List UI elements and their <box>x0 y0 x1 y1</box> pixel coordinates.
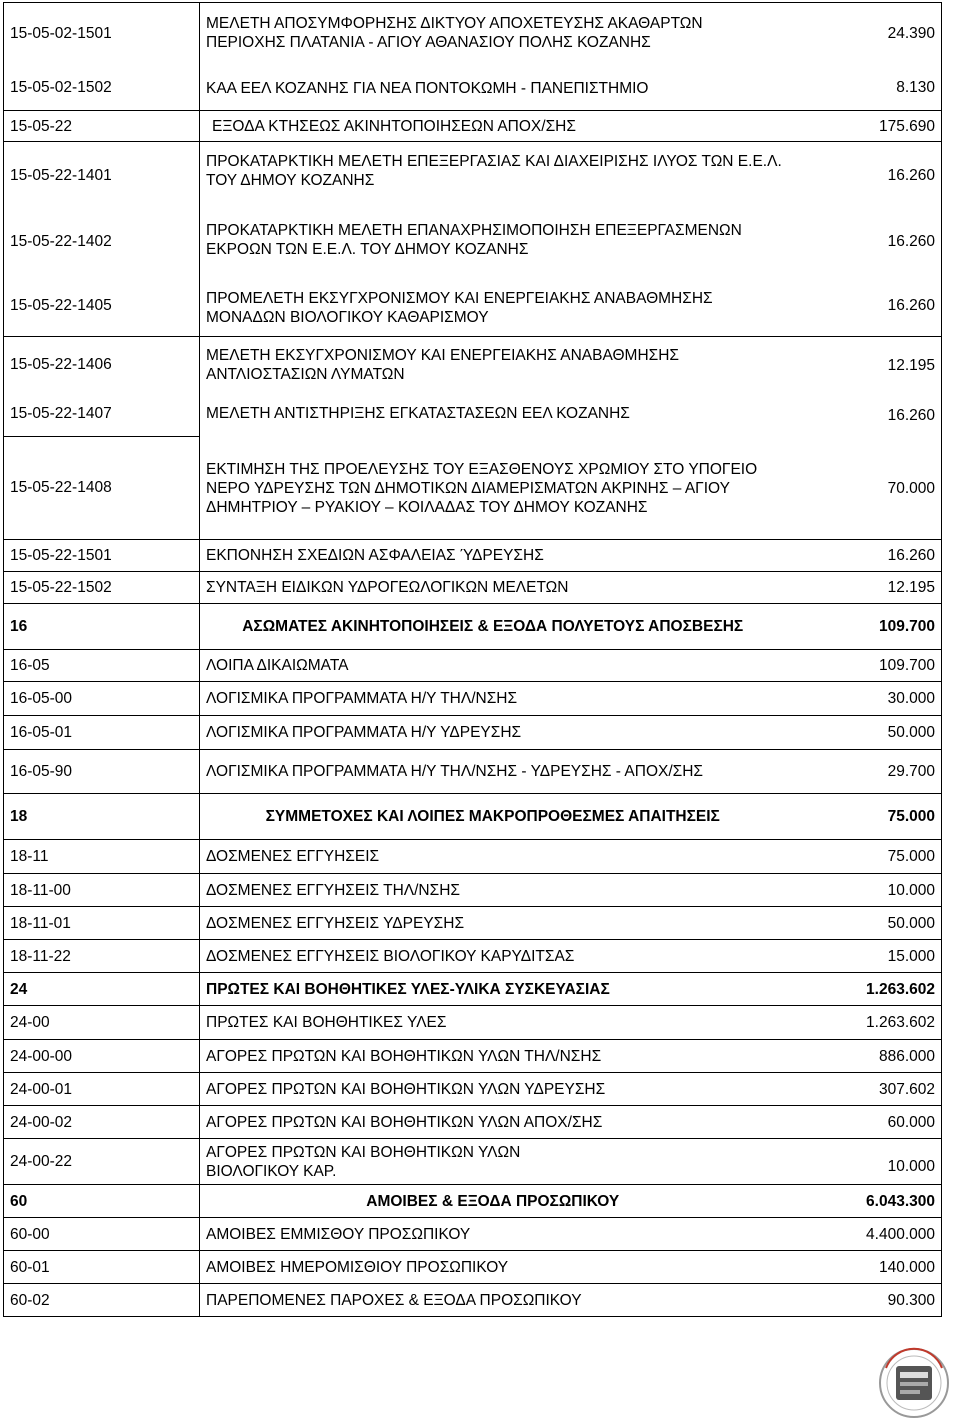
account-code: 15-05-22-1502 <box>4 572 200 604</box>
account-description: ΜΕΛΕΤΗ ΑΠΟΣΥΜΦΟΡΗΣΗΣ ΔΙΚΤΥΟΥ ΑΠΟΧΕΤΕΥΣΗΣ ΑΚΑΘΑΡΤΩΝ ΠΕΡΙΟΧΗΣ ΠΛΑΤΑΝΙΑ - ΑΓΙΟΥ ΑΘΑΝΑΣΙΟΥ ΠΟΛΗΣ ΚΟΖΑΝΗΣ <box>206 15 703 51</box>
table-row <box>4 1218 942 1251</box>
table-row <box>4 682 942 716</box>
account-amount <box>786 142 942 337</box>
table-row <box>4 3 942 111</box>
table-row <box>4 142 942 337</box>
account-code: 60-00 <box>4 1218 200 1251</box>
account-code: 15-05-22-1408 <box>10 479 112 496</box>
table-row <box>4 874 942 907</box>
account-description <box>200 1006 786 1040</box>
account-code: 16-05-01 <box>4 716 200 750</box>
account-description: ΣΥΜΜΕΤΟΧΕΣ ΚΑΙ ΛΟΙΠΕΣ ΜΑΚΡΟΠΡΟΘΕΣΜΕΣ ΑΠΑΙΤΗΣΕΙΣ <box>265 808 720 825</box>
account-description <box>200 1106 786 1139</box>
table-row <box>4 1006 942 1040</box>
account-amount <box>786 3 942 111</box>
account-description: ΠΡΟΚΑΤΑΡΚΤΙΚΗ ΜΕΛΕΤΗ ΕΠΑΝΑΧΡΗΣΙΜΟΠΟΙΗΣΗ ΕΠΕΞΕΡΓΑΣΜΕΝΩΝ ΕΚΡΟΩΝ ΤΩΝ Ε.Ε.Λ. ΤΟΥ ΔΗΜΟΥ ΚΟΖΑΝΗΣ <box>206 222 742 258</box>
account-code: 15-05-22-1406 <box>10 356 112 373</box>
amount-value: 10.000 <box>786 874 942 907</box>
account-code: 15-05-22 <box>4 111 200 142</box>
account-description: ΑΣΩΜΑΤΕΣ ΑΚΙΝΗΤΟΠΟΙΗΣΕΙΣ & ΕΞΟΔΑ ΠΟΛΥΕΤΟΥΣ ΑΠΟΣΒΕΣΗΣ <box>242 618 744 635</box>
account-description: ΕΞΟΔΑ ΚΤΗΣΕΩΣ ΑΚΙΝΗΤΟΠΟΙΗΣΕΩΝ ΑΠΟΧ/ΣΗΣ <box>212 117 576 135</box>
table-row <box>4 1106 942 1139</box>
amount-value: 307.602 <box>786 1073 942 1106</box>
table-row <box>4 604 942 650</box>
table-row <box>4 111 942 142</box>
amount-value: 16.260 <box>786 540 942 572</box>
account-description: ΑΜΟΙΒΕΣ & ΕΞΟΔΑ ΠΡΟΣΩΠΙΚΟΥ <box>366 1192 620 1210</box>
amount-value: 60.000 <box>786 1106 942 1139</box>
account-description: ΑΓΟΡΕΣ ΠΡΩΤΩΝ ΚΑΙ ΒΟΗΘΗΤΙΚΩΝ ΥΛΩΝ ΥΔΡΕΥΣΗΣ <box>206 1080 606 1098</box>
amount-value: 10.000 <box>786 1139 942 1185</box>
account-code: 15-05-22-1501 <box>4 540 200 572</box>
table-row <box>4 540 942 572</box>
account-description: ΛΟΓΙΣΜΙΚΑ ΠΡΟΓΡΑΜΜΑΤΑ Η/Υ ΥΔΡΕΥΣΗΣ <box>206 724 522 741</box>
table-row <box>4 940 942 973</box>
table-row <box>4 572 942 604</box>
account-code: 15-05-22-1405 <box>10 296 112 314</box>
table-row <box>4 794 942 840</box>
amount-value: 175.690 <box>786 111 942 142</box>
account-description: ΔΟΣΜΕΝΕΣ ΕΓΓΥΗΣΕΙΣ ΤΗΛ/ΝΣΗΣ <box>206 881 460 899</box>
account-code: 18-11-01 <box>4 907 200 940</box>
amount-value: 6.043.300 <box>786 1185 942 1218</box>
account-code: 16 <box>4 604 200 650</box>
account-description <box>200 572 786 604</box>
amount-value: 50.000 <box>786 716 942 750</box>
account-description <box>200 1040 786 1073</box>
table-row <box>4 973 942 1006</box>
table-row <box>4 716 942 750</box>
account-description: ΑΜΟΙΒΕΣ ΕΜΜΙΣΘΟΥ ΠΡΟΣΩΠΙΚΟΥ <box>206 1225 471 1243</box>
table-row <box>4 1284 942 1317</box>
account-description: ΛΟΓΙΣΜΙΚΑ ΠΡΟΓΡΑΜΜΑΤΑ Η/Υ ΤΗΛ/ΝΣΗΣ <box>206 690 518 707</box>
account-description: ΠΡΩΤΕΣ ΚΑΙ ΒΟΗΘΗΤΙΚΕΣ ΥΛΕΣ-ΥΛΙΚΑ ΣΥΣΚΕΥΑΣΙΑΣ <box>206 980 610 998</box>
amount-value: 75.000 <box>786 794 942 840</box>
account-description: ΠΡΟΚΑΤΑΡΚΤΙΚΗ ΜΕΛΕΤΗ ΕΠΕΞΕΡΓΑΣΙΑΣ ΚΑΙ ΔΙΑΧΕΙΡΙΣΗΣ ΙΛΥΟΣ ΤΩΝ Ε.Ε.Λ. ΤΟΥ ΔΗΜΟΥ ΚΟΖΑΝΗΣ <box>206 153 782 189</box>
account-amount <box>786 337 942 540</box>
organization-seal-icon <box>872 1346 956 1420</box>
amount-value: 109.700 <box>786 650 942 682</box>
account-code: 15-05-02-1502 <box>10 78 112 96</box>
account-description <box>200 840 786 874</box>
account-description <box>200 1251 786 1284</box>
account-code: 24-00-00 <box>4 1040 200 1073</box>
budget-table <box>3 2 942 1317</box>
table-row <box>4 1185 942 1218</box>
account-description <box>200 1185 786 1218</box>
table-row <box>4 1073 942 1106</box>
account-description: ΔΟΣΜΕΝΕΣ ΕΓΓΥΗΣΕΙΣ <box>206 848 380 865</box>
account-code <box>4 337 200 540</box>
account-description: ΠΡΟΜΕΛΕΤΗ ΕΚΣΥΓΧΡΟΝΙΣΜΟΥ ΚΑΙ ΕΝΕΡΓΕΙΑΚΗΣ ΑΝΑΒΑΘΜΗΣΗΣ ΜΟΝΑΔΩΝ ΒΙΟΛΟΓΙΚΟΥ ΚΑΘΑΡΙΣΜΟΥ <box>206 290 713 326</box>
account-code: 18-11 <box>4 840 200 874</box>
amount-value: 16.260 <box>887 296 935 314</box>
account-code <box>4 3 200 111</box>
account-description: ΕΚΤΙΜΗΣΗ ΤΗΣ ΠΡΟΕΛΕΥΣΗΣ ΤΟΥ ΕΞΑΣΘΕΝΟΥΣ ΧΡΩΜΙΟΥ ΣΤΟ ΥΠΟΓΕΙΟ ΝΕΡΟ ΥΔΡΕΥΣΗΣ ΤΩΝ ΔΗΜΟΤΙΚΩΝ ΔΙΑΜΕΡΙΣΜΑΤΩΝ ΑΚΡΙΝΗΣ – ΑΓΙΟΥ ΔΗΜΗΤΡΙΟΥ – ΡΥΑΚΙΟΥ – ΚΟΙΛΑΔΑΣ ΤΟΥ ΔΗΜΟΥ ΚΟΖΑΝΗΣ <box>206 460 758 516</box>
table-row <box>4 650 942 682</box>
account-code: 60 <box>4 1185 200 1218</box>
account-description <box>200 1073 786 1106</box>
amount-value: 109.700 <box>786 604 942 650</box>
account-code: 16-05 <box>4 650 200 682</box>
amount-value: 140.000 <box>786 1251 942 1284</box>
account-code: 24-00-22 <box>4 1139 200 1185</box>
amount-value: 886.000 <box>786 1040 942 1073</box>
account-description <box>200 973 786 1006</box>
amount-value: 12.195 <box>786 572 942 604</box>
account-description: ΛΟΙΠΑ ΔΙΚΑΙΩΜΑΤΑ <box>206 657 349 674</box>
account-description: ΛΟΓΙΣΜΙΚΑ ΠΡΟΓΡΑΜΜΑΤΑ Η/Υ ΤΗΛ/ΝΣΗΣ - ΥΔΡΕΥΣΗΣ - ΑΠΟΧ/ΣΗΣ <box>206 763 703 780</box>
account-code: 15-05-22-1407 <box>4 392 199 437</box>
account-description: ΔΟΣΜΕΝΕΣ ΕΓΓΥΗΣΕΙΣ ΒΙΟΛΟΓΙΚΟΥ ΚΑΡΥΔΙΤΣΑΣ <box>206 947 575 965</box>
account-description <box>200 907 786 940</box>
amount-value: 1.263.602 <box>786 1006 942 1040</box>
table-row <box>4 907 942 940</box>
account-description <box>200 604 786 650</box>
amount-value: 16.260 <box>887 406 935 424</box>
account-code: 15-05-22-1401 <box>10 166 112 184</box>
amount-value: 16.260 <box>887 232 935 250</box>
amount-value: 15.000 <box>786 940 942 973</box>
table-row <box>4 840 942 874</box>
amount-value: 50.000 <box>786 907 942 940</box>
amount-value: 29.700 <box>786 750 942 794</box>
account-description: ΑΓΟΡΕΣ ΠΡΩΤΩΝ ΚΑΙ ΒΟΗΘΗΤΙΚΩΝ ΥΛΩΝ ΤΗΛ/ΝΣΗΣ <box>206 1047 602 1065</box>
amount-value: 8.130 <box>896 78 935 96</box>
amount-value: 70.000 <box>887 479 935 497</box>
amount-value: 4.400.000 <box>786 1218 942 1251</box>
account-description <box>200 874 786 907</box>
account-description <box>200 1139 786 1185</box>
account-code: 60-01 <box>4 1251 200 1284</box>
account-description: ΠΑΡΕΠΟΜΕΝΕΣ ΠΑΡΟΧΕΣ & ΕΞΟΔΑ ΠΡΟΣΩΠΙΚΟΥ <box>206 1291 582 1309</box>
amount-value: 24.390 <box>887 25 935 42</box>
account-code: 15-05-22-1402 <box>10 232 112 250</box>
account-code: 24-00-02 <box>4 1106 200 1139</box>
account-description <box>200 650 786 682</box>
account-description: ΜΕΛΕΤΗ ΕΚΣΥΓΧΡΟΝΙΣΜΟΥ ΚΑΙ ΕΝΕΡΓΕΙΑΚΗΣ ΑΝΑΒΑΘΜΗΣΗΣ ΑΝΤΛΙΟΣΤΑΣΙΩΝ ΛΥΜΑΤΩΝ <box>206 347 680 383</box>
account-description: ΣΥΝΤΑΞΗ ΕΙΔΙΚΩΝ ΥΔΡΟΓΕΩΛΟΓΙΚΩΝ ΜΕΛΕΤΩΝ <box>206 579 569 596</box>
amount-value: 12.195 <box>887 356 935 374</box>
account-description: ΑΓΟΡΕΣ ΠΡΩΤΩΝ ΚΑΙ ΒΟΗΘΗΤΙΚΩΝ ΥΛΩΝ ΑΠΟΧ/ΣΗΣ <box>206 1113 603 1131</box>
amount-value: 1.263.602 <box>786 973 942 1006</box>
table-row <box>4 337 942 540</box>
account-code: 18-11-22 <box>4 940 200 973</box>
account-code: 18 <box>4 794 200 840</box>
account-description: ΚΑΑ ΕΕΛ ΚΟΖΑΝΗΣ ΓΙΑ ΝΕΑ ΠΟΝΤΟΚΩΜΗ - ΠΑΝΕΠΙΣΤΗΜΙΟ <box>206 79 649 97</box>
account-description: ΠΡΩΤΕΣ ΚΑΙ ΒΟΗΘΗΤΙΚΕΣ ΥΛΕΣ <box>206 1014 447 1031</box>
account-description <box>200 794 786 840</box>
account-code: 24 <box>4 973 200 1006</box>
amount-value: 16.260 <box>887 166 935 184</box>
account-description <box>200 716 786 750</box>
account-description: ΑΜΟΙΒΕΣ ΗΜΕΡΟΜΙΣΘΙΟΥ ΠΡΟΣΩΠΙΚΟΥ <box>206 1258 509 1276</box>
account-description <box>200 111 786 142</box>
account-description: ΔΟΣΜΕΝΕΣ ΕΓΓΥΗΣΕΙΣ ΥΔΡΕΥΣΗΣ <box>206 914 465 932</box>
account-description <box>200 682 786 716</box>
account-code: 24-00 <box>4 1006 200 1040</box>
account-code: 18-11-00 <box>4 874 200 907</box>
amount-value: 30.000 <box>786 682 942 716</box>
table-row <box>4 750 942 794</box>
account-code: 24-00-01 <box>4 1073 200 1106</box>
account-description <box>200 142 786 337</box>
account-code: 15-05-02-1501 <box>10 25 112 42</box>
account-description <box>200 337 786 540</box>
account-code <box>4 142 200 337</box>
account-description: ΑΓΟΡΕΣ ΠΡΩΤΩΝ ΚΑΙ ΒΟΗΘΗΤΙΚΩΝ ΥΛΩΝ ΒΙΟΛΟΓΙΚΟΥ ΚΑΡ. <box>206 1143 521 1180</box>
account-description: ΕΚΠΟΝΗΣΗ ΣΧΕΔΙΩΝ ΑΣΦΑΛΕΙΑΣ ΎΔΡΕΥΣΗΣ <box>206 547 544 564</box>
account-description <box>200 1218 786 1251</box>
account-description <box>200 940 786 973</box>
table-row <box>4 1251 942 1284</box>
account-description <box>200 3 786 111</box>
account-code: 16-05-90 <box>4 750 200 794</box>
amount-value: 75.000 <box>786 840 942 874</box>
account-description <box>200 750 786 794</box>
account-description <box>200 540 786 572</box>
table-row <box>4 1139 942 1185</box>
account-code: 60-02 <box>4 1284 200 1317</box>
table-row <box>4 1040 942 1073</box>
account-description <box>200 1284 786 1317</box>
amount-value: 90.300 <box>786 1284 942 1317</box>
account-description: ΜΕΛΕΤΗ ΑΝΤΙΣΤΗΡΙΞΗΣ ΕΓΚΑΤΑΣΤΑΣΕΩΝ ΕΕΛ ΚΟΖΑΝΗΣ <box>206 404 630 422</box>
account-code: 16-05-00 <box>4 682 200 716</box>
